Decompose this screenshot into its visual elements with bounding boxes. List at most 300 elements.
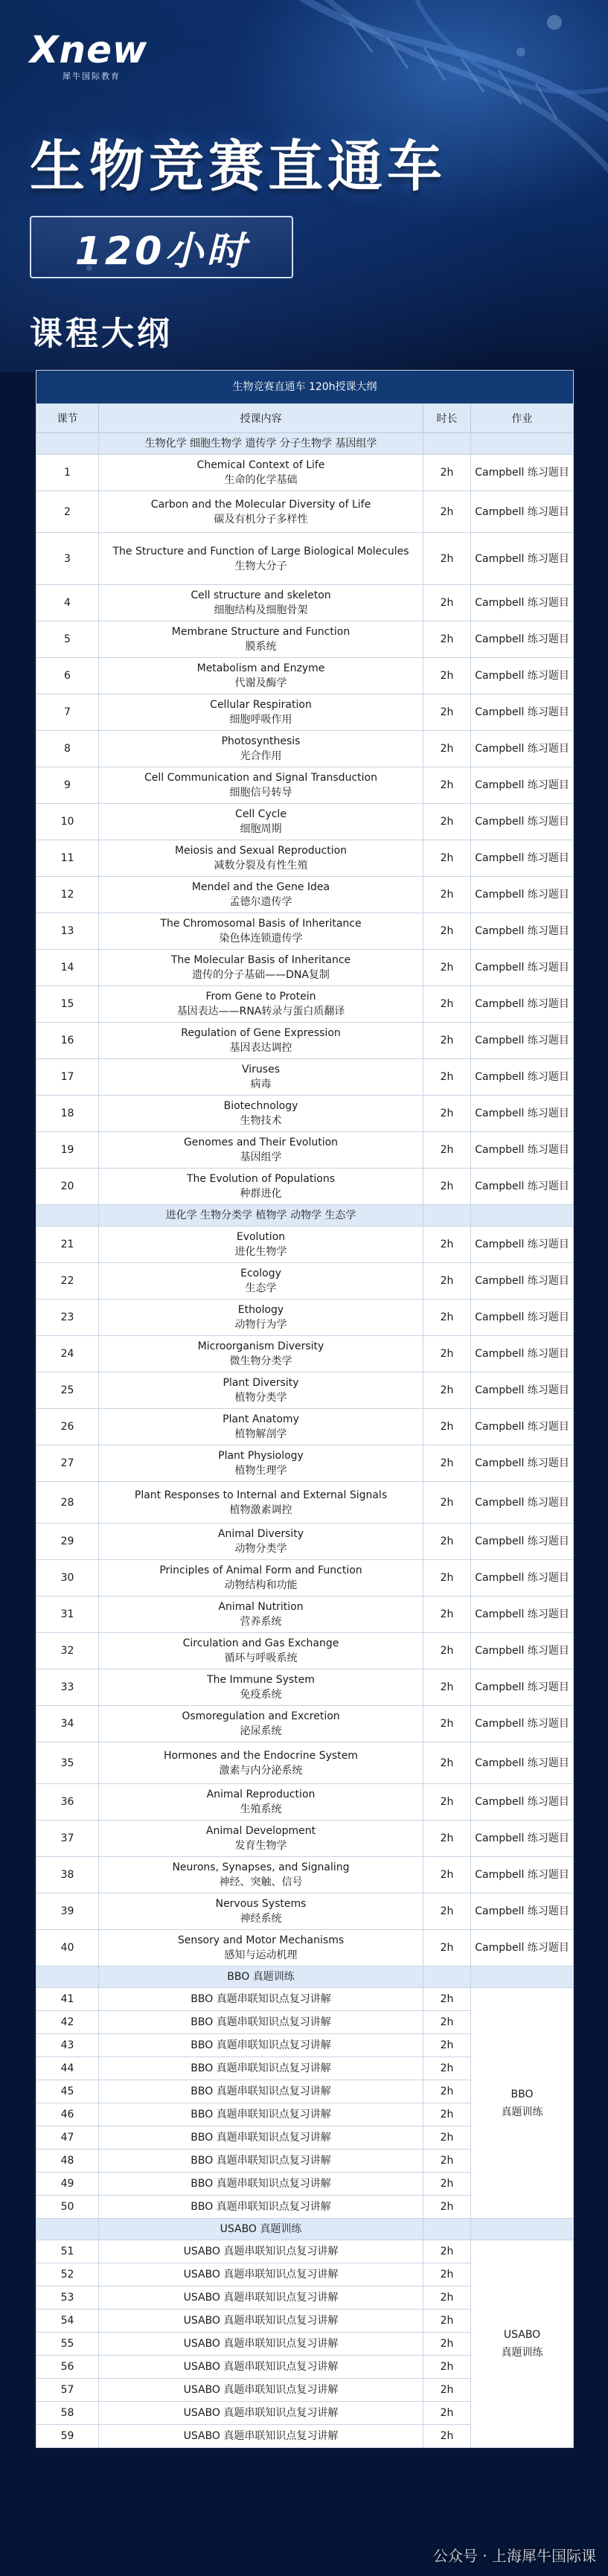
lesson-number: 30 [36, 1560, 99, 1597]
lesson-number: 28 [36, 1482, 99, 1524]
lesson-title-cn: 生物大分子 [234, 560, 287, 572]
lesson-title-cn: 动物结构和功能 [224, 1579, 298, 1591]
table-row [36, 658, 574, 694]
lesson-homework: Campbell 练习题目 [471, 533, 574, 585]
table-caption: 生物竞赛直通车 120h授课大纲 [36, 371, 574, 404]
lesson-homework: Campbell 练习题目 [471, 950, 574, 986]
table-row [36, 1930, 574, 1966]
lesson-title-cn: 细胞结构及细胞骨架 [214, 604, 308, 616]
lesson-homework: Campbell 练习题目 [471, 913, 574, 950]
lesson-duration: 2h [423, 2263, 471, 2286]
lesson-homework: Campbell 练习题目 [471, 1857, 574, 1893]
lesson-duration: 2h [423, 491, 471, 533]
lesson-duration: 2h [423, 767, 471, 804]
lesson-number: 33 [36, 1669, 99, 1706]
lesson-title-cn: 基因表达——RNA转录与蛋白质翻译 [176, 1006, 345, 1017]
lesson-number: 6 [36, 658, 99, 694]
lesson-title-cn: 种群进化 [240, 1188, 282, 1200]
lesson-content: BBO 真题串联知识点复习讲解 [99, 2103, 423, 2126]
lesson-number: 41 [36, 1988, 99, 2011]
lesson-title-en: Cell Cycle [235, 808, 287, 820]
lesson-duration: 2h [423, 2402, 471, 2425]
lesson-duration: 2h [423, 1227, 471, 1263]
lesson-homework: Campbell 练习题目 [471, 1336, 574, 1372]
lesson-duration: 2h [423, 2126, 471, 2150]
lesson-homework: Campbell 练习题目 [471, 1096, 574, 1132]
lesson-duration: 2h [423, 585, 471, 621]
lesson-title-en: Neurons, Synapses, and Signaling [172, 1861, 350, 1873]
lesson-duration: 2h [423, 2034, 471, 2057]
lesson-homework: Campbell 练习题目 [471, 658, 574, 694]
group-label: 进化学 生物分类学 植物学 动物学 生态学 [99, 1205, 423, 1227]
lesson-duration: 2h [423, 1132, 471, 1169]
lesson-duration: 2h [423, 1821, 471, 1857]
lesson-number: 24 [36, 1336, 99, 1372]
lesson-number: 51 [36, 2240, 99, 2263]
lesson-title-cn: 生态学 [245, 1282, 277, 1294]
lesson-homework: Campbell 练习题目 [471, 877, 574, 913]
lesson-title-cn: 光合作用 [240, 750, 282, 762]
lesson-content [99, 1597, 423, 1633]
lesson-number: 31 [36, 1597, 99, 1633]
lesson-content [99, 1482, 423, 1524]
lesson-title-en: Osmoregulation and Excretion [182, 1710, 340, 1722]
lesson-title-cn: 营养系统 [240, 1616, 282, 1628]
lesson-title-en: Principles of Animal Form and Function [159, 1565, 362, 1576]
lesson-homework: Campbell 练习题目 [471, 1821, 574, 1857]
table-row [36, 1857, 574, 1893]
lesson-duration: 2h [423, 533, 471, 585]
lesson-title-cn: 代谢及酶学 [234, 677, 287, 689]
lesson-number: 25 [36, 1372, 99, 1409]
table-row [36, 1524, 574, 1560]
lesson-duration: 2h [423, 2150, 471, 2173]
brand-logo [30, 28, 148, 82]
lesson-number: 14 [36, 950, 99, 986]
lesson-content: BBO 真题串联知识点复习讲解 [99, 2011, 423, 2034]
group-label: BBO 真题训练 [99, 1966, 423, 1988]
table-row [36, 1023, 574, 1059]
lesson-content: USABO 真题串联知识点复习讲解 [99, 2402, 423, 2425]
lesson-content [99, 1930, 423, 1966]
lesson-title-en: Genomes and Their Evolution [183, 1137, 339, 1148]
lesson-duration: 2h [423, 455, 471, 491]
lesson-content [99, 1227, 423, 1263]
lesson-title-cn: 发育生物学 [234, 1840, 287, 1852]
table-row [36, 950, 574, 986]
table-row [36, 455, 574, 491]
lesson-content [99, 585, 423, 621]
lesson-homework: Campbell 练习题目 [471, 1893, 574, 1930]
lesson-homework: Campbell 练习题目 [471, 1023, 574, 1059]
lesson-duration: 2h [423, 1857, 471, 1893]
homework-note-line1: BBO [511, 2088, 534, 2100]
lesson-duration: 2h [423, 2240, 471, 2263]
lesson-title-cn: 循环与呼吸系统 [224, 1652, 298, 1664]
lesson-title-cn: 基因组学 [240, 1151, 282, 1163]
logo-subtitle: 犀牛国际教育 [63, 71, 121, 81]
lesson-duration: 2h [423, 621, 471, 658]
lesson-number: 43 [36, 2034, 99, 2057]
table-row [36, 731, 574, 767]
table-row [36, 877, 574, 913]
table-row [36, 2240, 574, 2263]
lesson-content [99, 1132, 423, 1169]
lesson-title-cn: 植物分类学 [234, 1392, 287, 1404]
lesson-number: 39 [36, 1893, 99, 1930]
lesson-content: USABO 真题串联知识点复习讲解 [99, 2310, 423, 2333]
lesson-duration: 2h [423, 1930, 471, 1966]
lesson-duration: 2h [423, 1445, 471, 1482]
table-row [36, 1560, 574, 1597]
lesson-duration: 2h [423, 1482, 471, 1524]
lesson-title-en: Nervous Systems [215, 1898, 307, 1910]
lesson-homework: Campbell 练习题目 [471, 585, 574, 621]
lesson-title-en: Animal Reproduction [206, 1789, 316, 1800]
lesson-homework: Campbell 练习题目 [471, 1784, 574, 1821]
lesson-title-en: Animal Development [205, 1825, 316, 1837]
lesson-duration: 2h [423, 950, 471, 986]
lesson-number: 32 [36, 1633, 99, 1669]
lesson-number: 45 [36, 2080, 99, 2103]
lesson-title-en: Ethology [237, 1304, 284, 1316]
lesson-title-cn: 免疫系统 [240, 1689, 282, 1701]
hero-banner [0, 0, 608, 372]
lesson-title-en: Microorganism Diversity [197, 1340, 324, 1352]
lesson-homework: Campbell 练习题目 [471, 1742, 574, 1784]
lesson-title-cn: 植物生理学 [234, 1465, 287, 1477]
lesson-duration: 2h [423, 2103, 471, 2126]
lesson-content [99, 1336, 423, 1372]
lesson-title-en: Photosynthesis [221, 735, 301, 747]
lesson-title-en: Ecology [240, 1268, 281, 1279]
lesson-content [99, 658, 423, 694]
table-row [36, 913, 574, 950]
lesson-duration: 2h [423, 1893, 471, 1930]
lesson-content: BBO 真题串联知识点复习讲解 [99, 2126, 423, 2150]
lesson-duration: 2h [423, 694, 471, 731]
lesson-content [99, 731, 423, 767]
table-row [36, 1893, 574, 1930]
lesson-content [99, 1821, 423, 1857]
lesson-content [99, 533, 423, 585]
table-row [36, 986, 574, 1023]
lesson-homework: Campbell 练习题目 [471, 1059, 574, 1096]
lesson-duration: 2h [423, 1023, 471, 1059]
lesson-homework: Campbell 练习题目 [471, 804, 574, 840]
lesson-duration: 2h [423, 1706, 471, 1742]
lesson-duration: 2h [423, 1633, 471, 1669]
lesson-number: 55 [36, 2333, 99, 2356]
homework-note [471, 1988, 574, 2219]
table-body [36, 433, 574, 2448]
lesson-duration: 2h [423, 2196, 471, 2219]
table-row [36, 840, 574, 877]
lesson-title-en: The Evolution of Populations [186, 1173, 335, 1185]
header-duration: 时长 [423, 404, 471, 433]
lesson-number: 7 [36, 694, 99, 731]
lesson-number: 17 [36, 1059, 99, 1096]
lesson-duration: 2h [423, 2080, 471, 2103]
lesson-content [99, 1169, 423, 1205]
lesson-title-en: Cell structure and skeleton [191, 589, 331, 601]
lesson-content: BBO 真题串联知识点复习讲解 [99, 2150, 423, 2173]
lesson-duration: 2h [423, 1059, 471, 1096]
lesson-number: 52 [36, 2263, 99, 2286]
lesson-duration: 2h [423, 877, 471, 913]
lesson-homework: Campbell 练习题目 [471, 455, 574, 491]
lesson-duration: 2h [423, 2333, 471, 2356]
lesson-title-en: The Structure and Function of Large Biological Molecules [112, 545, 409, 557]
lesson-homework: Campbell 练习题目 [471, 1482, 574, 1524]
lesson-title-cn: 遗传的分子基础——DNA复制 [192, 969, 330, 981]
lesson-title-cn: 生物技术 [240, 1115, 282, 1127]
lesson-homework: Campbell 练习题目 [471, 1669, 574, 1706]
lesson-number: 27 [36, 1445, 99, 1482]
table-row [36, 491, 574, 533]
lesson-title-en: Animal Nutrition [218, 1601, 304, 1613]
homework-note [471, 2240, 574, 2448]
lesson-number: 50 [36, 2196, 99, 2219]
hours-badge: 120小时 [30, 216, 293, 278]
lesson-title-cn: 动物分类学 [234, 1543, 287, 1555]
table-row [36, 1742, 574, 1784]
lesson-number: 48 [36, 2150, 99, 2173]
homework-note-line1: USABO [503, 2329, 541, 2341]
table-row [36, 1409, 574, 1445]
lesson-content [99, 950, 423, 986]
lesson-duration: 2h [423, 1372, 471, 1409]
table-row [36, 1821, 574, 1857]
lesson-number: 42 [36, 2011, 99, 2034]
lesson-duration: 2h [423, 1560, 471, 1597]
lesson-number: 2 [36, 491, 99, 533]
logo-wordmark: Xnew [30, 28, 148, 71]
lesson-number: 16 [36, 1023, 99, 1059]
lesson-duration: 2h [423, 1784, 471, 1821]
lesson-title-cn: 减数分裂及有性生殖 [214, 860, 308, 872]
lesson-number: 10 [36, 804, 99, 840]
table-row [36, 621, 574, 658]
lesson-title-en: The Immune System [207, 1674, 315, 1686]
lesson-duration: 2h [423, 1336, 471, 1372]
lesson-title-cn: 细胞周期 [240, 823, 282, 835]
table-row [36, 1169, 574, 1205]
lesson-content [99, 840, 423, 877]
lesson-content: USABO 真题串联知识点复习讲解 [99, 2286, 423, 2310]
lesson-content [99, 1372, 423, 1409]
lesson-number: 22 [36, 1263, 99, 1300]
lesson-title-cn: 基因表达调控 [229, 1042, 292, 1054]
lesson-title-en: Meiosis and Sexual Reproduction [174, 845, 348, 857]
lesson-content [99, 1857, 423, 1893]
lesson-number: 4 [36, 585, 99, 621]
lesson-content [99, 621, 423, 658]
lesson-number: 12 [36, 877, 99, 913]
lesson-duration: 2h [423, 1669, 471, 1706]
lesson-content [99, 1560, 423, 1597]
lesson-title-en: Cell Communication and Signal Transduction [144, 772, 377, 784]
lesson-homework: Campbell 练习题目 [471, 1409, 574, 1445]
group-label: 生物化学 细胞生物学 遗传学 分子生物学 基因组学 [99, 433, 423, 455]
lesson-content [99, 1524, 423, 1560]
lesson-title-cn: 微生物分类学 [229, 1355, 292, 1367]
lesson-content: BBO 真题串联知识点复习讲解 [99, 2080, 423, 2103]
table-row [36, 1633, 574, 1669]
lesson-duration: 2h [423, 1096, 471, 1132]
lesson-number: 58 [36, 2402, 99, 2425]
lesson-title-en: Plant Responses to Internal and External Signals [134, 1489, 388, 1501]
table-row [36, 1784, 574, 1821]
lesson-homework: Campbell 练习题目 [471, 621, 574, 658]
lesson-duration: 2h [423, 731, 471, 767]
lesson-content: BBO 真题串联知识点复习讲解 [99, 2034, 423, 2057]
lesson-duration: 2h [423, 1597, 471, 1633]
lesson-number: 20 [36, 1169, 99, 1205]
table-row [36, 1300, 574, 1336]
lesson-homework: Campbell 练习题目 [471, 1597, 574, 1633]
lesson-number: 34 [36, 1706, 99, 1742]
lesson-number: 54 [36, 2310, 99, 2333]
lesson-content [99, 1096, 423, 1132]
lesson-title-en: Animal Diversity [217, 1528, 304, 1540]
lesson-content [99, 1669, 423, 1706]
lesson-content: BBO 真题串联知识点复习讲解 [99, 1988, 423, 2011]
lesson-duration: 2h [423, 2057, 471, 2080]
lesson-title-en: The Molecular Basis of Inheritance [170, 954, 351, 966]
table-row [36, 1445, 574, 1482]
lesson-content [99, 455, 423, 491]
table-row [36, 1372, 574, 1409]
lesson-duration: 2h [423, 1524, 471, 1560]
lesson-number: 44 [36, 2057, 99, 2080]
lesson-number: 19 [36, 1132, 99, 1169]
group-label: USABO 真题训练 [99, 2219, 423, 2240]
lesson-duration: 2h [423, 1742, 471, 1784]
lesson-number: 5 [36, 621, 99, 658]
watermark-text: 公众号 · 上海犀牛国际课 [432, 2547, 596, 2565]
lesson-content [99, 491, 423, 533]
lesson-title-en: Evolution [236, 1231, 286, 1243]
lesson-homework: Campbell 练习题目 [471, 1633, 574, 1669]
lesson-title-cn: 病毒 [250, 1078, 272, 1090]
table-row [36, 1059, 574, 1096]
lesson-content [99, 986, 423, 1023]
lesson-number: 36 [36, 1784, 99, 1821]
header-lesson: 课节 [36, 404, 99, 433]
group-row-bbo [36, 1966, 574, 1988]
lesson-title-en: Plant Anatomy [223, 1413, 299, 1425]
section-title: 课程大纲 [30, 315, 173, 353]
lesson-title-cn: 植物解剖学 [234, 1428, 287, 1440]
lesson-title-cn: 细胞信号转导 [229, 787, 292, 799]
table-row [36, 1597, 574, 1633]
lesson-title-cn: 碳及有机分子多样性 [214, 513, 308, 525]
lesson-content [99, 1409, 423, 1445]
lesson-number: 1 [36, 455, 99, 491]
lesson-content [99, 804, 423, 840]
lesson-number: 15 [36, 986, 99, 1023]
group-row-evolution [36, 1205, 574, 1227]
lesson-content [99, 1300, 423, 1336]
lesson-duration: 2h [423, 1988, 471, 2011]
lesson-content: USABO 真题串联知识点复习讲解 [99, 2356, 423, 2379]
lesson-title-cn: 膜系统 [245, 641, 277, 653]
lesson-title-cn: 染色体连锁遗传学 [219, 933, 303, 945]
lesson-duration: 2h [423, 2173, 471, 2196]
lesson-content: BBO 真题串联知识点复习讲解 [99, 2173, 423, 2196]
lesson-homework: Campbell 练习题目 [471, 1300, 574, 1336]
lesson-homework: Campbell 练习题目 [471, 1132, 574, 1169]
lesson-duration: 2h [423, 2379, 471, 2402]
lesson-homework: Campbell 练习题目 [471, 1445, 574, 1482]
homework-note-line2: 真题训练 [501, 2347, 543, 2359]
lesson-content [99, 767, 423, 804]
lesson-duration: 2h [423, 2286, 471, 2310]
lesson-title-en: Viruses [242, 1064, 280, 1076]
lesson-title-en: Metabolism and Enzyme [196, 662, 325, 674]
table-row [36, 1669, 574, 1706]
lesson-homework: Campbell 练习题目 [471, 1930, 574, 1966]
table-row [36, 1132, 574, 1169]
lesson-homework: Campbell 练习题目 [471, 1706, 574, 1742]
lesson-number: 11 [36, 840, 99, 877]
table-row [36, 1096, 574, 1132]
syllabus-table-container [36, 370, 573, 2448]
lesson-title-en: Mendel and the Gene Idea [191, 881, 330, 893]
lesson-content [99, 1742, 423, 1784]
lesson-title-cn: 动物行为学 [234, 1319, 287, 1331]
lesson-homework: Campbell 练习题目 [471, 694, 574, 731]
lesson-content: USABO 真题串联知识点复习讲解 [99, 2263, 423, 2286]
lesson-title-en: From Gene to Protein [205, 991, 316, 1003]
lesson-number: 21 [36, 1227, 99, 1263]
lesson-title-cn: 激素与内分泌系统 [219, 1764, 303, 1777]
lesson-title-en: Chemical Context of Life [196, 459, 325, 471]
lesson-number: 29 [36, 1524, 99, 1560]
lesson-title-cn: 泌尿系统 [240, 1725, 282, 1737]
lesson-number: 40 [36, 1930, 99, 1966]
lesson-title-cn: 感知与运动机理 [224, 1949, 298, 1961]
lesson-content: USABO 真题串联知识点复习讲解 [99, 2333, 423, 2356]
lesson-homework: Campbell 练习题目 [471, 1169, 574, 1205]
lesson-content: BBO 真题串联知识点复习讲解 [99, 2057, 423, 2080]
table-row [36, 1263, 574, 1300]
lesson-number: 38 [36, 1857, 99, 1893]
lesson-duration: 2h [423, 1409, 471, 1445]
table-row [36, 585, 574, 621]
lesson-title-cn: 生殖系统 [240, 1803, 282, 1815]
lesson-number: 57 [36, 2379, 99, 2402]
lesson-number: 35 [36, 1742, 99, 1784]
lesson-duration: 2h [423, 2310, 471, 2333]
lesson-number: 9 [36, 767, 99, 804]
lesson-duration: 2h [423, 1263, 471, 1300]
lesson-title-en: Membrane Structure and Function [171, 626, 351, 638]
lesson-number: 23 [36, 1300, 99, 1336]
lesson-title-cn: 孟德尔遗传学 [229, 896, 292, 908]
lesson-duration: 2h [423, 2425, 471, 2448]
lesson-content [99, 1633, 423, 1669]
lesson-duration: 2h [423, 986, 471, 1023]
lesson-title-en: Carbon and the Molecular Diversity of Life [150, 498, 371, 511]
lesson-duration: 2h [423, 658, 471, 694]
lesson-homework: Campbell 练习题目 [471, 1524, 574, 1560]
lesson-content [99, 913, 423, 950]
group-row-usabo [36, 2219, 574, 2240]
lesson-title-en: Biotechnology [223, 1100, 298, 1112]
lesson-title-cn: 进化生物学 [234, 1246, 287, 1258]
